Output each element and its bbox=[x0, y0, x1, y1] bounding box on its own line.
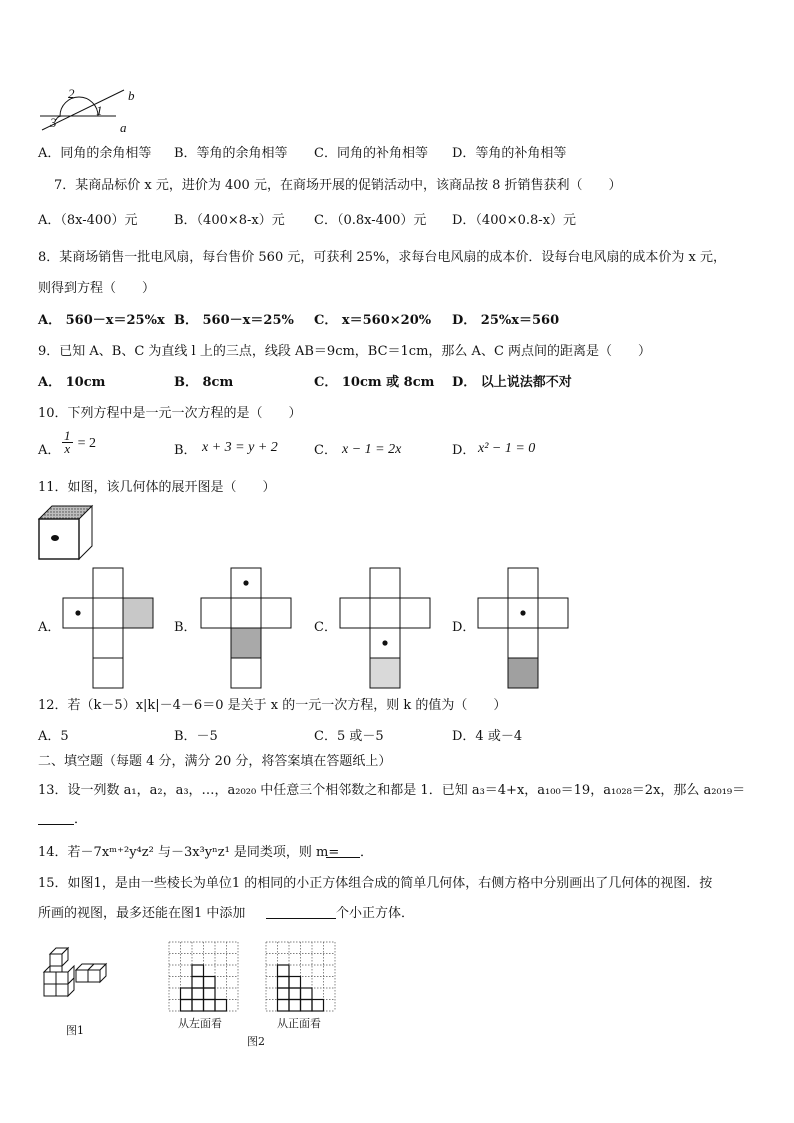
q10-option-c-equation: x − 1 = 2x bbox=[342, 442, 402, 457]
view-square bbox=[192, 977, 204, 989]
view-square bbox=[181, 988, 193, 1000]
view-square bbox=[215, 1000, 227, 1012]
view-square bbox=[181, 1000, 193, 1012]
net-face bbox=[478, 598, 508, 628]
shaded-face bbox=[370, 658, 400, 688]
dot-mark bbox=[382, 640, 387, 645]
q11-option-c-letter: C． bbox=[314, 620, 337, 635]
view-square bbox=[204, 977, 216, 989]
q7-option-a: A．（8x-400）元 bbox=[38, 213, 138, 228]
view-square bbox=[278, 977, 290, 989]
q12-option-c: C．5 或－5 bbox=[314, 729, 384, 744]
shaded-face bbox=[123, 598, 153, 628]
label-a: a bbox=[120, 120, 127, 135]
shaded-face bbox=[231, 628, 261, 658]
net-option-c[interactable] bbox=[339, 567, 431, 689]
view-square bbox=[192, 988, 204, 1000]
q12-option-a: A．5 bbox=[38, 729, 69, 744]
net-face bbox=[231, 658, 261, 688]
label-3: 3 bbox=[50, 115, 57, 130]
view-square bbox=[278, 965, 290, 977]
net-option-b[interactable] bbox=[200, 567, 292, 689]
q7-option-b: B．（400×8-x）元 bbox=[174, 213, 285, 228]
net-face bbox=[93, 568, 123, 598]
q10-stem: 10．下列方程中是一元一次方程的是（ ） bbox=[38, 406, 302, 421]
net-face bbox=[400, 598, 430, 628]
q13-stem: 13．设一列数 a₁，a₂，a₃，…，a₂₀₂₀ 中任意三个相邻数之和都是 1．已知 a₃＝4+x，a₁₀₀＝19，a₁₀₂₈＝2x，那么 a₂₀₁₉＝ bbox=[38, 783, 746, 798]
q6-option-d: D．等角的补角相等 bbox=[452, 146, 567, 161]
front-view-grid bbox=[265, 941, 337, 1013]
net-face bbox=[93, 628, 123, 658]
q6-option-c: C．同角的补角相等 bbox=[314, 146, 428, 161]
q6-option-a: A．同角的余角相等 bbox=[38, 146, 152, 161]
view-square bbox=[289, 988, 301, 1000]
left-view-grid bbox=[168, 941, 240, 1013]
net-face bbox=[261, 598, 291, 628]
q10-option-c-letter: C． bbox=[314, 443, 337, 458]
view-square bbox=[278, 988, 290, 1000]
view-square bbox=[301, 1000, 313, 1012]
q12-stem: 12．若（k－5）x|k|－4－6＝0 是关于 x 的一元一次方程，则 k 的值为（ ） bbox=[38, 698, 507, 713]
net-face bbox=[231, 598, 261, 628]
q10-option-b-equation: x + 3 = y + 2 bbox=[202, 440, 278, 455]
q11-stem: 11．如图，该几何体的展开图是（ ） bbox=[38, 480, 276, 495]
q7-stem: 7．某商品标价 x 元，进价为 400 元，在商场开展的促销活动中，该商品按 8 折销售获利（ ） bbox=[54, 178, 622, 193]
q7-option-c: C．（0.8x-400）元 bbox=[314, 213, 427, 228]
q15-stem-line1: 15．如图1，是由一些棱长为单位1 的相同的小正方体组合成的简单几何体，右侧方格中分别画出了几何体的视图．按 bbox=[38, 876, 713, 891]
fig2-caption: 图2 bbox=[247, 1035, 265, 1048]
q8-option-d: D． 25%x＝560 bbox=[452, 313, 560, 328]
fraction-rest: = 2 bbox=[77, 436, 96, 451]
dot-mark bbox=[520, 610, 525, 615]
view-square bbox=[289, 1000, 301, 1012]
fraction-denominator: x bbox=[64, 441, 71, 456]
q9-option-a: A． 10cm bbox=[38, 375, 106, 390]
q10-option-b-letter: B． bbox=[174, 443, 197, 458]
q9-option-c: C． 10cm 或 8cm bbox=[314, 375, 435, 390]
net-face bbox=[508, 568, 538, 598]
view-square bbox=[204, 988, 216, 1000]
q8-option-a: A． 560－x＝25%x bbox=[38, 313, 165, 328]
view-square bbox=[312, 1000, 324, 1012]
front-view-caption: 从正面看 bbox=[277, 1017, 321, 1030]
stacked-cubes-figure bbox=[42, 942, 112, 1002]
label-2: 2 bbox=[68, 86, 75, 101]
dot-mark bbox=[243, 580, 248, 585]
q15-stem-line2: 所画的视图，最多还能在图1 中添加 bbox=[38, 906, 246, 921]
q8-option-c: C． x＝560×20% bbox=[314, 313, 432, 328]
q11-option-d-letter: D． bbox=[452, 620, 476, 635]
q11-option-b-letter: B． bbox=[174, 620, 197, 635]
q7-option-d: D．（400×0.8-x）元 bbox=[452, 213, 577, 228]
net-face bbox=[370, 568, 400, 598]
net-option-a[interactable] bbox=[62, 567, 154, 689]
q8-option-b: B． 560－x＝25% bbox=[174, 313, 294, 328]
q10-option-d-letter: D． bbox=[452, 443, 476, 458]
q15-answer-blank[interactable] bbox=[266, 906, 336, 919]
q6-option-b: B．等角的余角相等 bbox=[174, 146, 288, 161]
label-b: b bbox=[128, 88, 135, 103]
net-face bbox=[508, 628, 538, 658]
net-face bbox=[370, 598, 400, 628]
view-square bbox=[301, 988, 313, 1000]
q8-stem-line2: 则得到方程（ ） bbox=[38, 281, 156, 296]
shaded-face bbox=[508, 658, 538, 688]
fraction-numerator: 1 bbox=[64, 428, 71, 443]
net-face bbox=[201, 598, 231, 628]
q10-option-a-fraction bbox=[62, 430, 96, 455]
cube-figure bbox=[38, 505, 94, 561]
q12-option-b: B．－5 bbox=[174, 729, 218, 744]
view-square bbox=[192, 965, 204, 977]
net-face bbox=[340, 598, 370, 628]
q14-answer-blank[interactable] bbox=[326, 845, 360, 858]
q13-end: ． bbox=[74, 812, 88, 827]
q9-option-b: B． 8cm bbox=[174, 375, 234, 390]
net-face bbox=[93, 598, 123, 628]
q10-option-a-letter: A． bbox=[38, 443, 61, 458]
q10-option-d-equation: x² − 1 = 0 bbox=[478, 441, 536, 456]
q12-option-d: D．4 或－4 bbox=[452, 729, 523, 744]
q14-end: ． bbox=[360, 845, 374, 860]
view-square bbox=[278, 1000, 290, 1012]
left-view-caption: 从左面看 bbox=[178, 1017, 222, 1030]
label-1: 1 bbox=[96, 103, 103, 118]
q14-stem: 14．若－7xᵐ⁺²y⁴z² 与－3x³yⁿz¹ 是同类项，则 m= bbox=[38, 845, 340, 860]
q11-option-a-letter: A． bbox=[38, 620, 61, 635]
section-title: 二、填空题（每题 4 分，满分 20 分，将答案填在答题纸上） bbox=[38, 754, 392, 769]
q15-stem-end: 个小正方体． bbox=[336, 906, 415, 921]
view-square bbox=[289, 977, 301, 989]
q9-option-d: D． 以上说法都不对 bbox=[452, 375, 572, 390]
view-square bbox=[204, 1000, 216, 1012]
q13-answer-blank[interactable] bbox=[38, 812, 74, 825]
q8-stem-line1: 8．某商场销售一批电风扇，每台售价 560 元，可获利 25%，求每台电风扇的成本价．设每台电风扇的成本价为 x 元， bbox=[38, 250, 726, 265]
q9-stem: 9．已知 A、B、C 为直线 l 上的三点，线段 AB＝9cm，BC＝1cm，那么 A、C 两点间的距离是（ ） bbox=[38, 344, 652, 359]
net-option-d[interactable] bbox=[477, 567, 569, 689]
net-face bbox=[538, 598, 568, 628]
fig1-caption: 图1 bbox=[66, 1024, 84, 1037]
net-face bbox=[93, 658, 123, 688]
dot-mark bbox=[75, 610, 80, 615]
view-square bbox=[192, 1000, 204, 1012]
